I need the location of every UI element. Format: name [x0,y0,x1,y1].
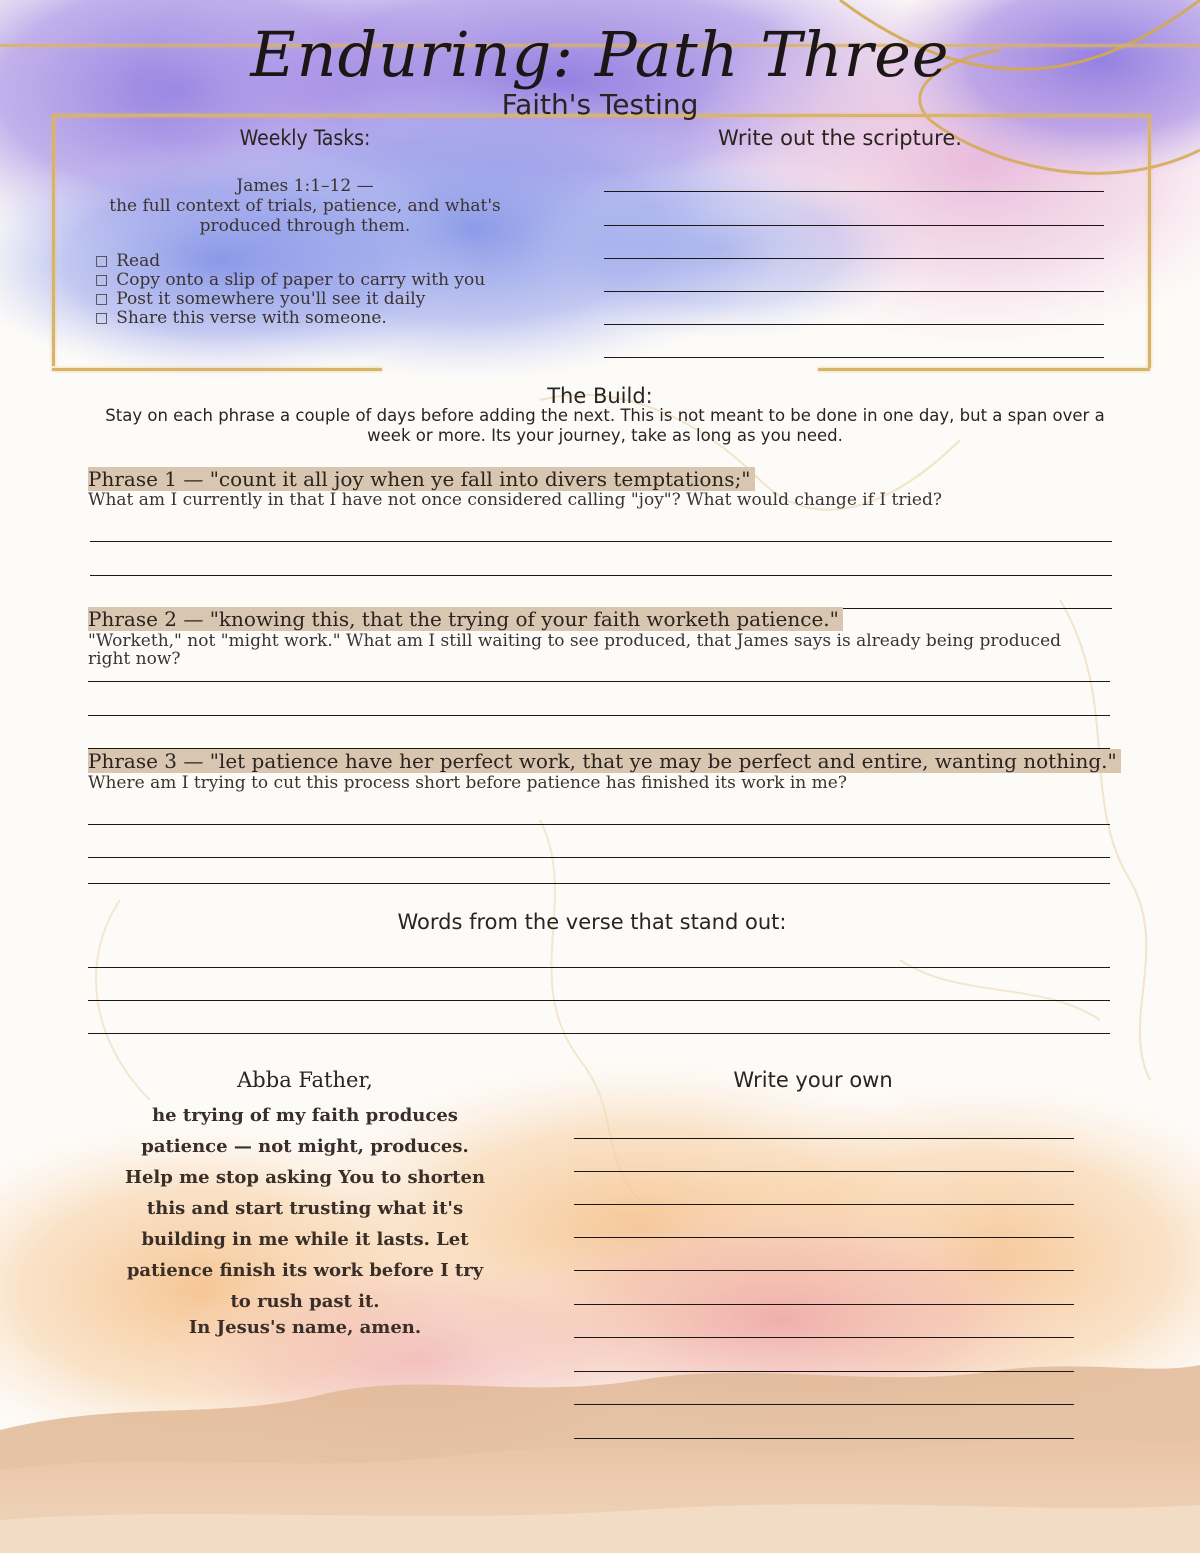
phrase-2-label [88,607,843,631]
phrase-3-question: Where am I trying to cut this process short before patience has finished its work in me? [88,773,847,793]
build-description: Stay on each phrase a couple of days before adding the next. This is not meant to be done in one day, but a span over a week or more. Its your journey, take as long as you need. [105,406,1105,445]
checklist-item-label: Post it somewhere you'll see it daily [116,289,426,309]
checklist-item-label: Read [116,251,161,271]
phrase-1-label [88,467,755,491]
gold-frame-bottom-left [52,368,382,371]
words-writing-line[interactable] [88,967,1110,968]
own-writing-line[interactable] [574,1270,1074,1271]
build-heading: The Build: [547,384,653,408]
own-writing-line[interactable] [574,1138,1074,1139]
gold-frame-right [1148,114,1151,368]
phrase-2-text: Phrase 2 — "knowing this, that the trying of your faith worketh patience." [88,607,843,631]
scripture-writing-line[interactable] [604,258,1104,259]
own-writing-line[interactable] [574,1171,1074,1172]
own-writing-line[interactable] [574,1404,1074,1405]
phrase-3-writing-line[interactable] [88,883,1110,884]
checklist-item-label: Copy onto a slip of paper to carry with you [116,270,486,290]
phrase-3-writing-line[interactable] [88,824,1110,825]
phrase-2-question: "Worketh," not "might work." What am I still waiting to see produced, that James says is already being produced right now? [88,631,1062,669]
page-title: Enduring: Path Three [250,18,950,91]
weekly-tasks-heading: Weekly Tasks: [239,126,371,150]
context-description: the full context of trials, patience, and what's produced through them. [109,196,501,236]
phrase-2-writing-line[interactable] [88,715,1110,716]
own-writing-line[interactable] [574,1438,1074,1439]
prayer-heading: Abba Father, [237,1068,373,1092]
phrase-3-text: Phrase 3 — "let patience have her perfect work, that ye may be perfect and entire, wanting nothing." [88,749,1121,773]
checklist-item[interactable] [95,252,485,271]
checklist-item[interactable] [95,290,485,309]
own-writing-line[interactable] [574,1337,1074,1338]
scripture-writing-line[interactable] [604,357,1104,358]
prayer-body: he trying of my faith produces patience — not might, produces. Help me stop asking You to shorten this and start trusting what it's building in me while it lasts. Let patience finish its work before I try to rush past it. [124,1105,486,1312]
checkbox-icon[interactable]: □ [95,291,109,307]
own-writing-line[interactable] [574,1304,1074,1305]
checklist-item-label: Share this verse with someone. [116,308,387,328]
context-reference: James 1:1–12 — [236,176,374,196]
scripture-heading: Write out the scripture. [718,126,962,150]
words-writing-line[interactable] [88,1000,1110,1001]
write-your-own-heading: Write your own [733,1068,893,1092]
phrase-1-writing-line[interactable] [90,575,1112,576]
phrase-3-label [88,749,1121,773]
prayer-closing: In Jesus's name, amen. [188,1317,422,1338]
phrase-2-writing-line[interactable] [88,681,1110,682]
checkbox-icon[interactable]: □ [95,253,109,269]
weekly-tasks-context [100,176,510,236]
words-heading: Words from the verse that stand out: [397,910,787,934]
own-writing-line[interactable] [574,1371,1074,1372]
own-writing-line[interactable] [574,1237,1074,1238]
phrase-1-writing-line[interactable] [90,541,1112,542]
gold-frame-bottom-right [818,368,1150,371]
scripture-writing-line[interactable] [604,191,1104,192]
own-writing-line[interactable] [574,1204,1074,1205]
phrase-1-text: Phrase 1 — "count it all joy when ye fall into divers temptations;" [88,467,755,491]
phrase-1-question: What am I currently in that I have not once considered calling "joy"? What would change if I tried? [88,490,942,510]
scripture-writing-line[interactable] [604,225,1104,226]
scripture-writing-line[interactable] [604,324,1104,325]
checkbox-icon[interactable]: □ [95,310,109,326]
scripture-writing-line[interactable] [604,291,1104,292]
weekly-task-checklist [95,252,485,328]
phrase-3-writing-line[interactable] [88,857,1110,858]
checklist-item[interactable] [95,309,485,328]
checkbox-icon[interactable]: □ [95,272,109,288]
page-subtitle: Faith's Testing [501,88,699,121]
gold-frame-top-left [52,114,55,366]
words-writing-line[interactable] [88,1033,1110,1034]
checklist-item[interactable] [95,271,485,290]
